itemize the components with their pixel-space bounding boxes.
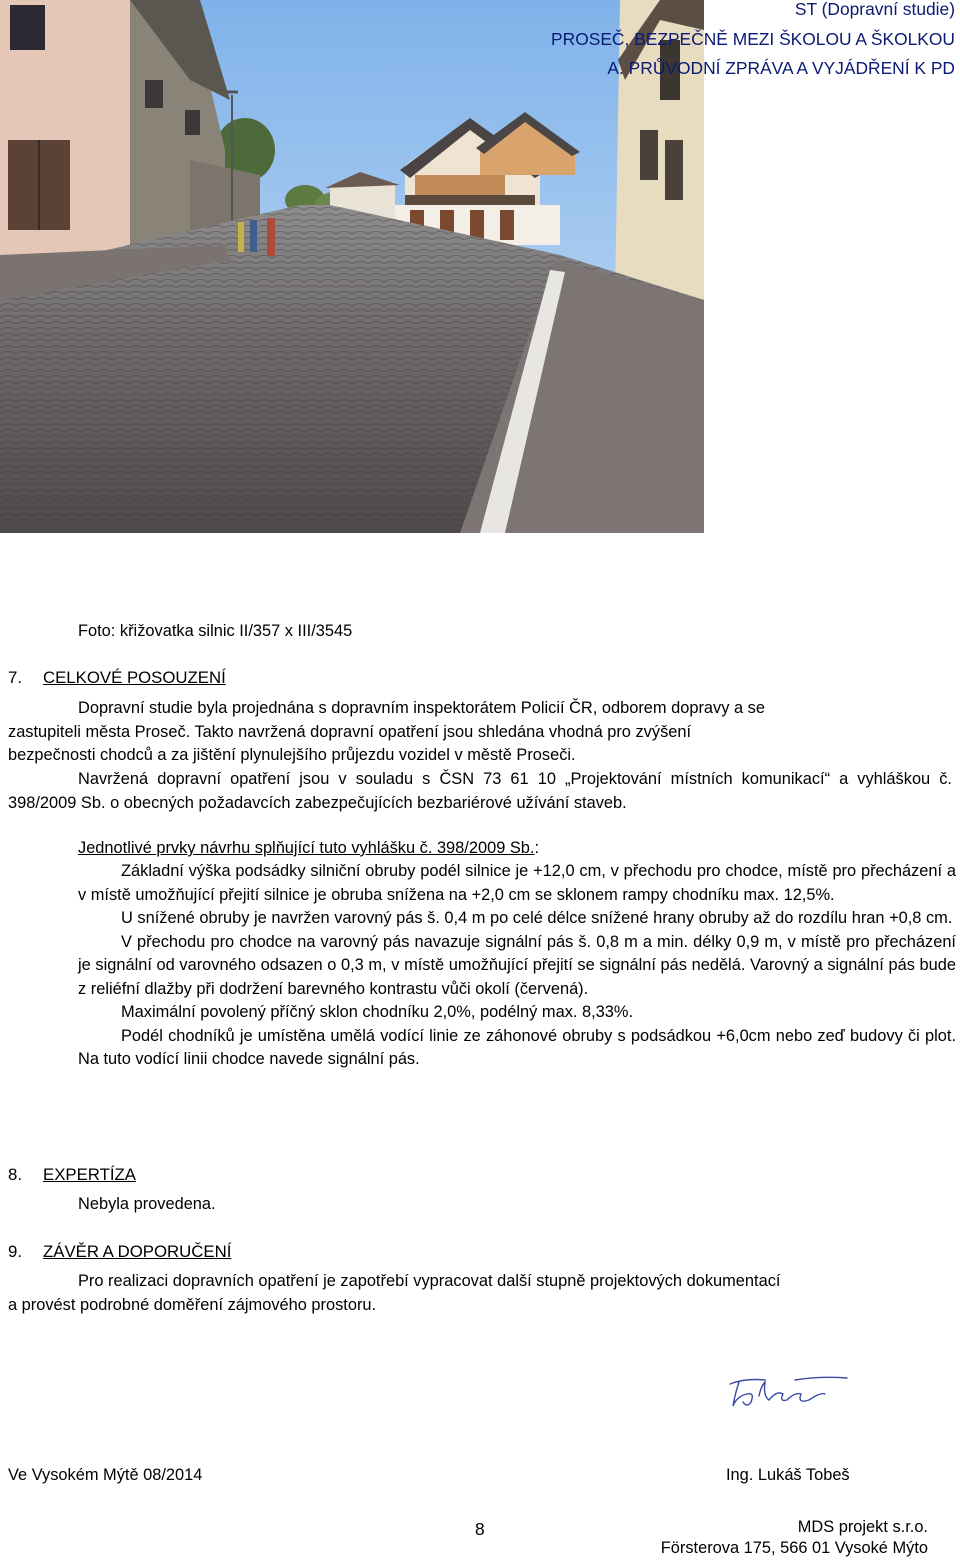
signature-image — [725, 1372, 855, 1417]
section-7-number: 7. — [8, 668, 22, 687]
header-section-title: A. PRŮVODNÍ ZPRÁVA A VYJÁDŘENÍ K PD — [607, 58, 955, 78]
section-7-item-5: Podél chodníků je umístěna umělá vodící linie ze záhonové obruby s podsádkou +6,0cm nebo zeď budovy či plot. Na tuto vodící linii chodce navede signální pás. — [78, 1026, 956, 1068]
section-7-list-heading-text: Jednotlivé prvky návrhu splňující tuto vyhlášku č. 398/2009 Sb. — [78, 839, 535, 857]
section-9-title: ZÁVĚR A DOPORUČENÍ — [43, 1242, 232, 1261]
section-7-p2-text: Navržená dopravní opatření jsou v souladu s ČSN 73 61 10 „Projektování místních komunikací“ a vyhláškou č. 398/2009 Sb. o obecných požadavcích zabezpečujících bezbariérové užívání staveb. — [8, 770, 952, 812]
footer-company: MDS projekt s.r.o. — [797, 1518, 928, 1536]
section-9-line2: a provést podrobné doměření zájmového prostoru. — [8, 1296, 377, 1314]
section-7-title: CELKOVÉ POSOUZENÍ — [43, 668, 226, 687]
section-7-p1-line1: Dopravní studie byla projednána s dopravním inspektorátem Policií ČR, odborem dopravy a se — [78, 699, 765, 717]
section-8-heading — [8, 1163, 136, 1187]
header-document-type: ST (Dopravní studie) — [794, 0, 955, 19]
photo-caption: Foto: křižovatka silnic II/357 x III/3545 — [78, 622, 353, 640]
section-9-line1: Pro realizaci dopravních opatření je zapotřebí vypracovat další stupně projektových dokumentací — [78, 1272, 781, 1290]
section-7-p1-line3: bezpečnosti chodců a za jištění plynulejšího průjezdu vozidel v městě Proseči. — [8, 746, 576, 764]
photo-street-intersection — [0, 0, 704, 533]
section-7-item-1: Základní výška podsádky silniční obruby podél silnice je +12,0 cm, v přechodu pro chodce, místě pro přecházení a v místě umožňující přejití silnice je obruba snížena na +2,0 cm se sklonem rampy chodníku max. 12,5%. — [78, 862, 956, 904]
section-7-paragraph-2 — [8, 768, 952, 815]
section-7-p1-line2: zastupiteli města Proseč. Takto navržená dopravní opatření jsou shledána vhodná pro zvýšení — [8, 723, 692, 741]
section-7-item-2: U snížené obruby je navržen varovný pás š. 0,4 m po celé délce snížené hrany obruby až do rozdílu hran +0,8 cm. — [121, 909, 953, 927]
footer-place-date: Ve Vysokém Mýtě 08/2014 — [8, 1466, 203, 1484]
footer-address: Försterova 175, 566 01 Vysoké Mýto — [660, 1539, 928, 1557]
section-8-number: 8. — [8, 1165, 22, 1184]
section-7-items — [78, 860, 956, 1072]
section-8-text: Nebyla provedena. — [78, 1195, 216, 1213]
footer-author: Ing. Lukáš Tobeš — [726, 1466, 850, 1484]
section-7-list-heading — [78, 837, 539, 861]
section-9-number: 9. — [8, 1242, 22, 1261]
section-9-heading — [8, 1240, 231, 1264]
section-7-item-3: V přechodu pro chodce na varovný pás navazuje signální pás š. 0,8 m a min. délky 0,9 m, v místě pro přecházení je signální od varovného odsazen o 0,3 m, v místě umožňující přejití se signální pás nedělá. Varovný a signální pás bude z reliéfní dlažby při dodržení barevného kontrastu vůči okolí (červená). — [78, 932, 956, 998]
section-7-item-4: Maximální povolený příčný sklon chodníku 2,0%, podélný max. 8,33%. — [121, 1003, 634, 1021]
header-project-title: PROSEČ, BEZPEČNĚ MEZI ŠKOLOU A ŠKOLKOU — [551, 29, 955, 49]
section-8-title: EXPERTÍZA — [43, 1165, 136, 1184]
section-7-list-heading-colon: : — [534, 839, 540, 857]
section-7-heading — [8, 666, 226, 690]
footer-page-number: 8 — [475, 1519, 485, 1539]
